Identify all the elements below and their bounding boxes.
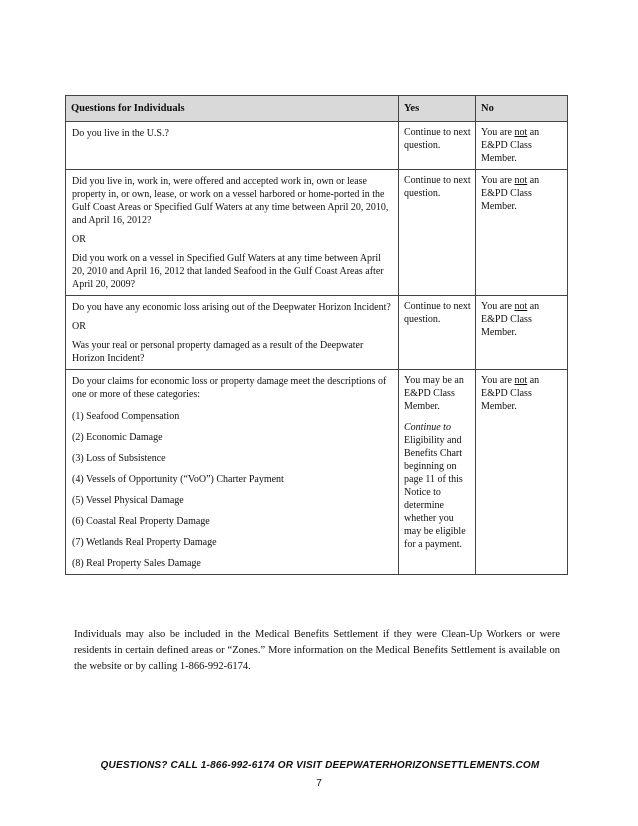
yes-continue-text: Continue to Eligibility and Benefits Chart beginning on page 11 of this Notice to determine whether you may be eligible for a payment. — [404, 422, 466, 550]
yes-cell: Continue to next question. — [399, 170, 476, 296]
or-separator: OR — [72, 321, 86, 332]
question-text: Did you live in, work in, were offered and accepted work in, own or lease property in, or own, lease, or work on a vessel harbored or home-ported in the Gulf Coast Areas or Specified Gulf Waters at any time between April 20, 2010, and April 16, 2012? — [72, 176, 389, 226]
yes-cell: Continue to next question. — [399, 122, 476, 170]
table-row — [66, 370, 568, 575]
questions-table — [65, 95, 568, 575]
yes-text: You may be an E&PD Class Member. — [404, 375, 464, 412]
question-text: Did you work on a vessel in Specified Gulf Waters at any time between April 20, 2010 and April 16, 2012 that landed Seafood in the Gulf Coast Areas after April 20, 2009? — [72, 253, 384, 290]
or-separator: OR — [72, 234, 86, 245]
question-cell — [66, 170, 399, 296]
question-text: Do you live in the U.S.? — [72, 128, 169, 139]
page-number: 7 — [316, 778, 322, 789]
header-no: No — [476, 96, 568, 122]
no-cell: You are not an E&PD Class Member. — [476, 370, 568, 575]
question-text: Do you have any economic loss arising out of the Deepwater Horizon Incident? — [72, 302, 391, 313]
category-item: (5) Vessel Physical Damage — [72, 495, 184, 506]
category-item: (2) Economic Damage — [72, 432, 163, 443]
table-row — [66, 170, 568, 296]
category-item: (4) Vessels of Opportunity (“VoO”) Charter Payment — [72, 474, 284, 485]
question-text: Was your real or personal property damaged as a result of the Deepwater Horizon Incident? — [72, 340, 364, 364]
header-yes: Yes — [399, 96, 476, 122]
question-cell — [66, 370, 399, 575]
category-item: (1) Seafood Compensation — [72, 411, 180, 422]
no-cell: You are not an E&PD Class Member. — [476, 296, 568, 370]
category-item: (8) Real Property Sales Damage — [72, 558, 201, 569]
contact-banner: QUESTIONS? CALL 1-866-992-6174 OR VISIT DEEPWATERHORIZONSETTLEMENTS.COM — [100, 760, 540, 771]
question-text: Do your claims for economic loss or property damage meet the descriptions of one or more of these categories: — [72, 376, 387, 400]
yes-cell: Continue to next question. — [399, 296, 476, 370]
question-cell — [66, 122, 399, 170]
category-item: (7) Wetlands Real Property Damage — [72, 537, 217, 548]
yes-cell — [399, 370, 476, 575]
question-cell — [66, 296, 399, 370]
table-header-row — [66, 96, 568, 122]
category-item: (3) Loss of Subsistence — [72, 453, 166, 464]
header-questions: Questions for Individuals — [66, 96, 399, 122]
no-cell: You are not an E&PD Class Member. — [476, 170, 568, 296]
table-row — [66, 122, 568, 170]
table-row — [66, 296, 568, 370]
no-cell: You are not an E&PD Class Member. — [476, 122, 568, 170]
medical-benefits-note: Individuals may also be included in the Medical Benefits Settlement if they were Clean-Up Workers or were residents in certain defined areas or “Zones.” More information on the Medical Benefits Settlement is available on the website or by calling 1-866-992-6174. — [74, 629, 560, 672]
category-item: (6) Coastal Real Property Damage — [72, 516, 210, 527]
